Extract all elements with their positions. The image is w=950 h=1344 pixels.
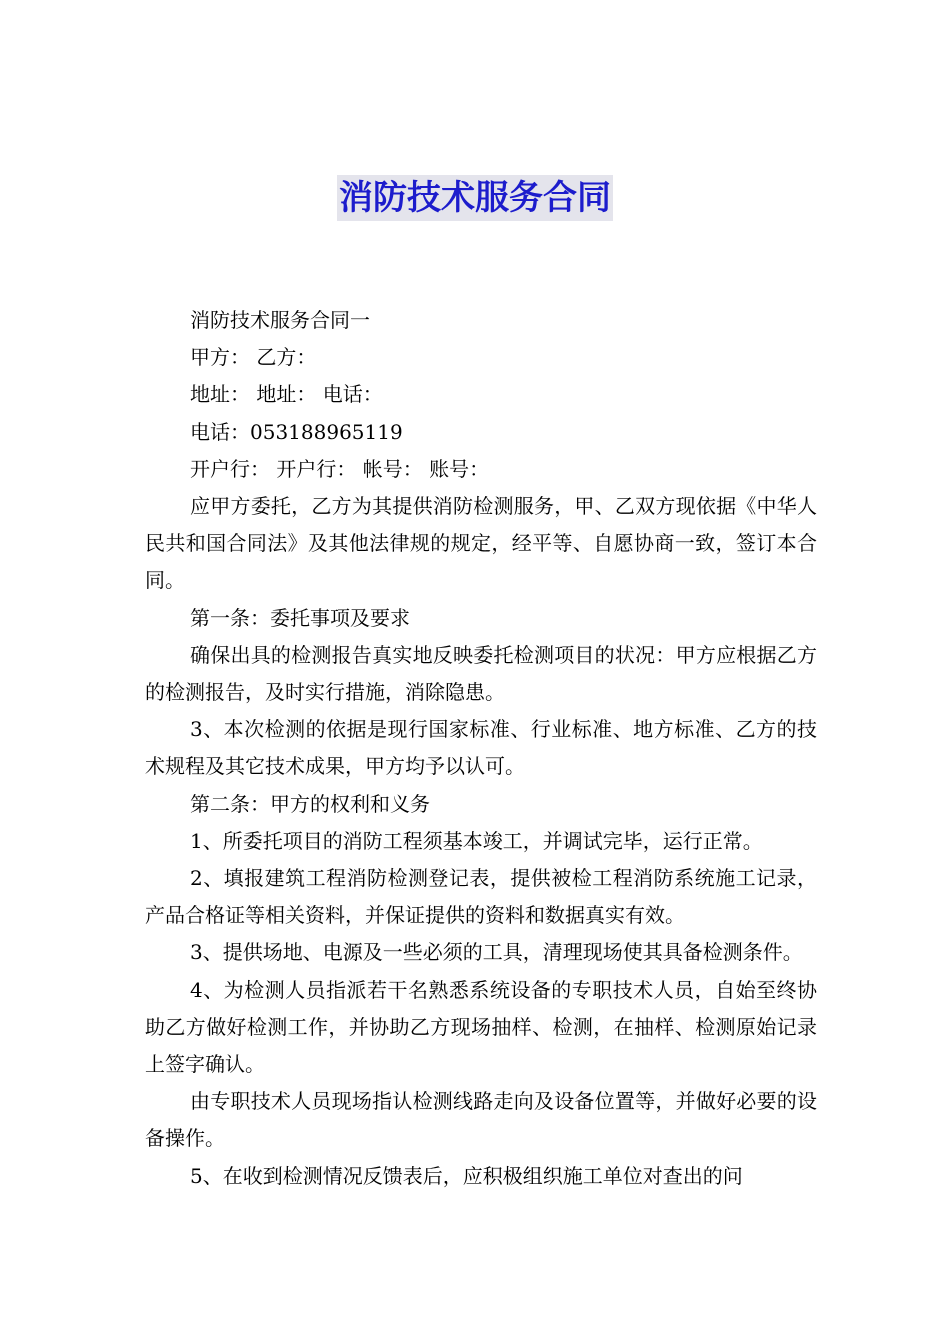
- paragraph-article-2-item-4: 4、为检测人员指派若干名熟悉系统设备的专职技术人员，自始至终协助乙方做好检测工作，并协助乙方现场抽样、检测，在抽样、检测原始记录上签字确认。: [145, 977, 817, 1077]
- paragraph-article-2-item-5: 5、在收到检测情况反馈表后，应积极组织施工单位对查出的问: [190, 1163, 743, 1188]
- paragraph-subtitle: 消防技术服务合同一: [190, 308, 370, 332]
- paragraph-parties: 甲方： 乙方：: [190, 345, 317, 370]
- paragraph-article-2-item-1: 1、所委托项目的消防工程须基本竣工，并调试完毕，运行正常。: [190, 828, 763, 853]
- paragraph-preamble: 应甲方委托，乙方为其提供消防检测服务，甲、乙双方现依据《中华人民共和国合同法》及其他法律规的规定，经平等、自愿协商一致，签订本合同。: [145, 494, 817, 593]
- paragraph-article-1-heading: 第一条：委托事项及要求: [190, 605, 410, 630]
- paragraph-bank: 开户行： 开户行： 帐号： 账号：: [190, 456, 490, 481]
- paragraph-article-2-item-3: 3、提供场地、电源及一些必须的工具，清理现场使其具备检测条件。: [190, 940, 803, 965]
- paragraph-phone: 电话：053188965119: [190, 419, 403, 444]
- document-body: [145, 302, 817, 1195]
- paragraph-address: 地址： 地址： 电话：: [190, 382, 383, 407]
- paragraph-article-2-item-4b: 由专职技术人员现场指认检测线路走向及设备位置等，并做好必要的设备操作。: [145, 1089, 817, 1151]
- document-title: 消防技术服务合同: [337, 175, 613, 221]
- paragraph-article-2-item-2: 2、填报建筑工程消防检测登记表，提供被检工程消防系统施工记录，产品合格证等相关资料，并保证提供的资料和数据真实有效。: [145, 866, 817, 928]
- paragraph-article-1-item-3: 3、本次检测的依据是现行国家标准、行业标准、地方标准、乙方的技术规程及其它技术成果，甲方均予以认可。: [145, 717, 817, 779]
- document-title-wrap: [0, 175, 950, 227]
- paragraph-article-2-heading: 第二条：甲方的权利和义务: [190, 791, 430, 816]
- paragraph-article-1-item: 确保出具的检测报告真实地反映委托检测项目的状况：甲方应根据乙方的检测报告，及时实行措施，消除隐患。: [145, 642, 817, 705]
